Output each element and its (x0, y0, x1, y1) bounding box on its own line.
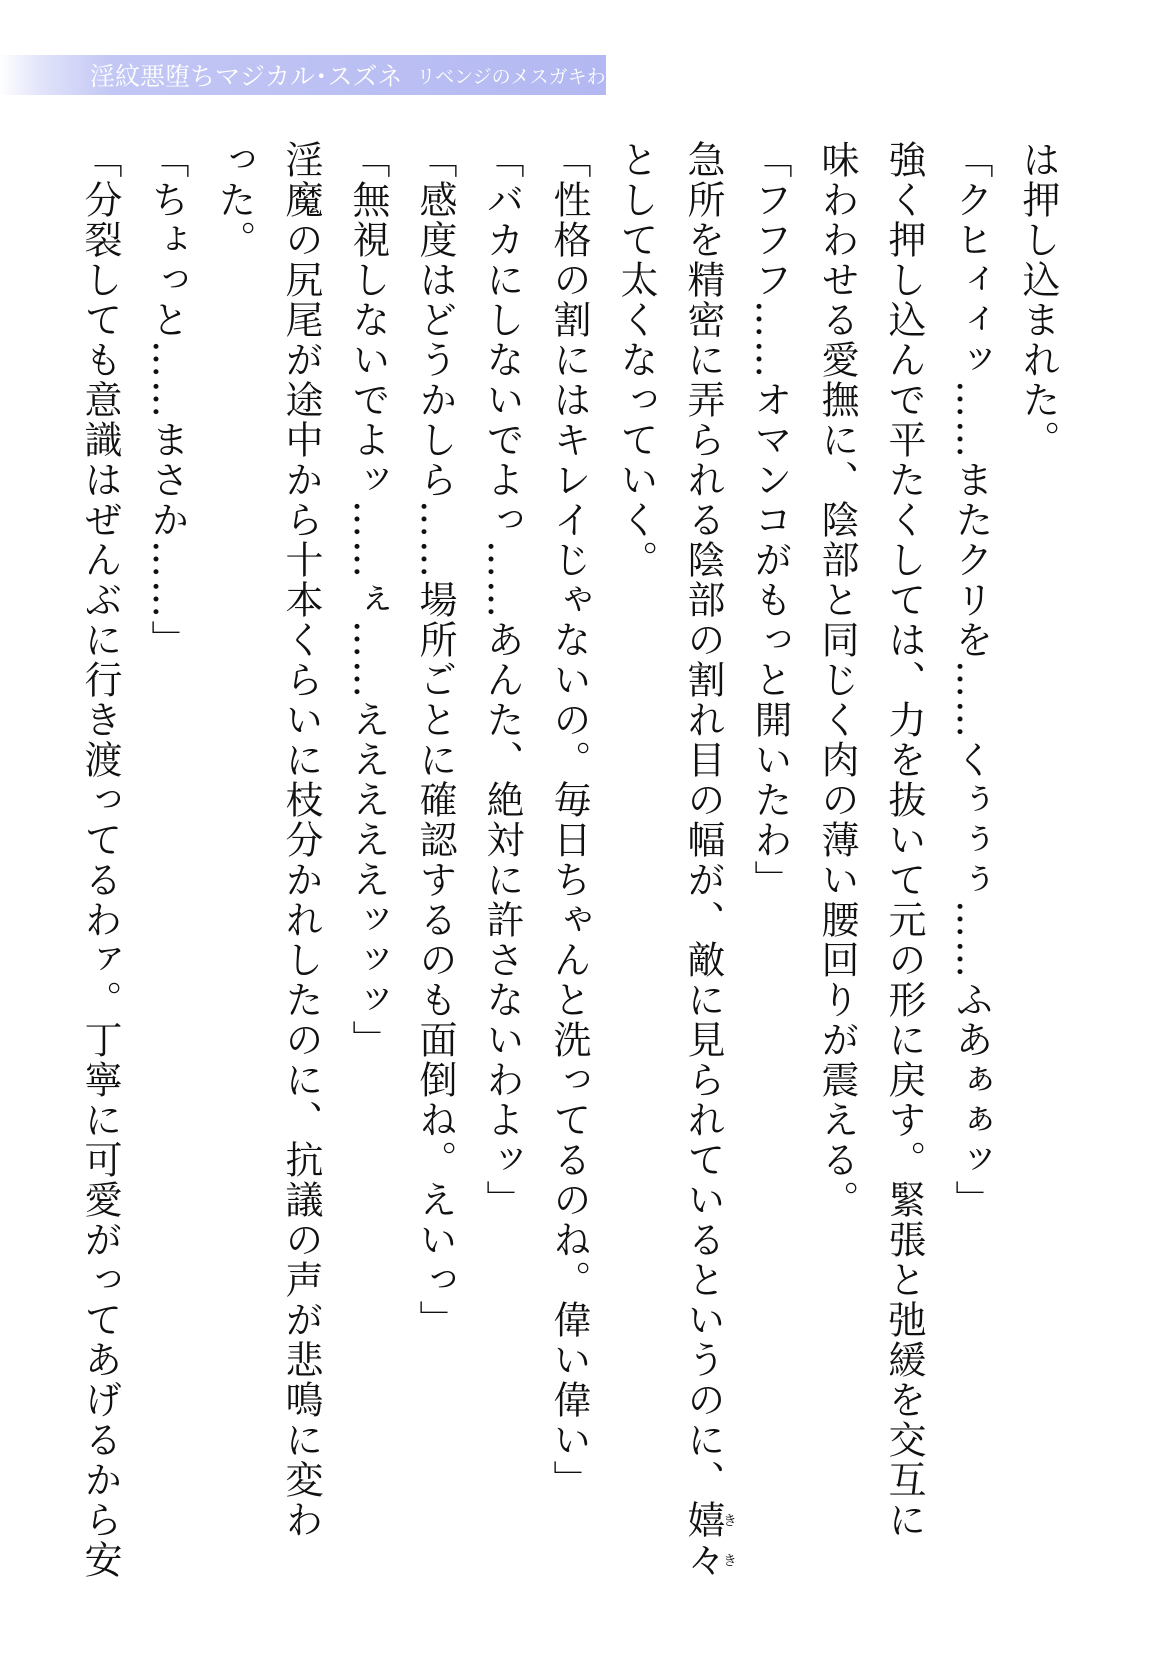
text-column: 味わわせる愛撫に、陰部と同じく肉の薄い腰回りが震える。 (815, 140, 859, 1220)
text-column: 「フフフ……オマンコがもっと開いたわ」 (748, 140, 792, 900)
running-header (0, 55, 663, 95)
book-subtitle: リベンジのメスガキわからせ (416, 65, 663, 88)
text-column: 「ちょっと……まさか……」 (145, 140, 189, 660)
ruby-base: 嬉々 (681, 1500, 725, 1580)
text-column: として太くなっていく。 (614, 140, 658, 580)
text-column: 「性格の割にはキレイじゃないの。毎日ちゃんと洗ってるのね。偉い偉い」 (547, 140, 591, 1500)
text-column (669, 140, 736, 1600)
text-segment: 急所を精密に弄られる陰部の割れ目の幅が、敵に見られているというのに、 (681, 140, 725, 1500)
text-column: 淫魔の尻尾が途中から十本くらいに枝分かれしたのに、抗議の声が悲鳴に変わ (279, 140, 323, 1540)
ruby-annotation (681, 1500, 737, 1580)
text-column: 「分裂しても意識はぜんぶに行き渡ってるわァ。丁寧に可愛がってあげるから安 (78, 140, 122, 1580)
vertical-body-text (71, 140, 1071, 1600)
text-column: 「バカにしないでよっ……あんた、絶対に許さないわよッ」 (480, 140, 524, 1220)
text-column: 「無視しないでよッ……ぇ……えええええッッッ」 (346, 140, 390, 1060)
text-column: 「クヒィィッ……またクリを……くぅぅぅ……ふあぁぁッ」 (949, 140, 993, 1220)
ruby-reading: きき (721, 1500, 737, 1580)
text-column: った。 (212, 140, 256, 260)
text-column: 強く押し込んで平たくしては、力を抜いて元の形に戻す。緊張と弛緩を交互に (882, 140, 926, 1540)
text-column: 「感度はどうかしら……場所ごとに確認するのも面倒ね。えいっ」 (413, 140, 457, 1340)
book-title: 淫紋悪堕ちマジカル･スズネ (90, 62, 403, 91)
text-column: は押し込まれた。 (1016, 140, 1060, 460)
